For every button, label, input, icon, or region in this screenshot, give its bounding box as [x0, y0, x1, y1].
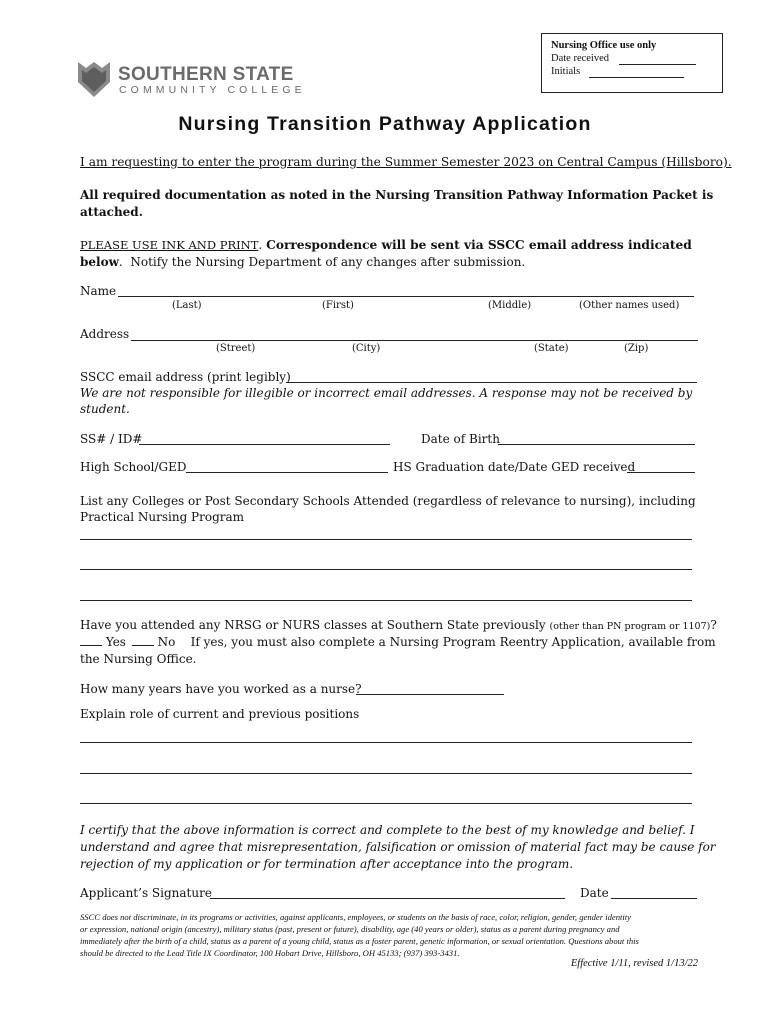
- explain-input-line-1[interactable]: [80, 742, 692, 743]
- address-input-line[interactable]: [131, 340, 698, 341]
- print-notice-caps: PLEASE USE INK AND PRINT: [80, 238, 259, 252]
- colleges-line2: Practical Nursing Program: [80, 510, 245, 524]
- certify-line1: I certify that the above information is correct and complete to the best of my knowledge and belief. I: [80, 823, 695, 837]
- documentation-line1: All required documentation as noted in the Nursing Transition Pathway Information Packet is: [80, 188, 714, 202]
- high-school-input-line[interactable]: [186, 472, 388, 473]
- nrsg-question-small: (other than PN program or 1107): [549, 621, 711, 632]
- no-label: No: [157, 635, 176, 649]
- email-input-line[interactable]: [286, 382, 697, 383]
- hs-grad-label: HS Graduation date/Date GED received: [393, 460, 636, 474]
- certify-line2: understand and agree that misrepresentation, falsification or omission of material fact may be cause for: [80, 840, 716, 854]
- revision-date: Effective 1/11, revised 1/13/22: [570, 958, 698, 969]
- print-notice-line1: PLEASE USE INK AND PRINT. Correspondence will be sent via SSCC email address indicated: [80, 238, 692, 252]
- legal-line4: should be directed to the Lead Title IX Coordinator, 100 Hobart Drive, Hillsboro, OH 45133; (937) 393-3431.: [80, 948, 460, 958]
- address-label: Address: [80, 327, 130, 341]
- print-notice-line2: below. Notify the Nursing Department of any changes after submission.: [80, 255, 526, 269]
- colleges-input-line-1[interactable]: [80, 539, 692, 540]
- email-note-line1: We are not responsible for illegible or incorrect email addresses. A response may not be received by: [80, 386, 693, 400]
- nondiscrimination-notice: [80, 911, 700, 959]
- signature-date-label: Date: [580, 886, 609, 900]
- years-nurse-input-line[interactable]: [356, 694, 504, 695]
- yes-blank[interactable]: [80, 634, 102, 646]
- name-label: Name: [80, 284, 117, 298]
- shield-logo-icon: [77, 60, 111, 98]
- address-state-caption: (State): [534, 343, 569, 354]
- years-nurse-label: How many years have you worked as a nurse?: [80, 682, 362, 696]
- name-input-line[interactable]: [118, 296, 694, 297]
- logo-name: SOUTHERN STATE: [118, 64, 294, 85]
- name-last-caption: (Last): [172, 300, 202, 311]
- signature-input-line[interactable]: [210, 898, 565, 899]
- nrsg-followup-line1: If yes, you must also complete a Nursing Program Reentry Application, available from: [190, 635, 716, 649]
- nrsg-question-end: ?: [710, 618, 717, 632]
- page-title: Nursing Transition Pathway Application: [178, 113, 592, 135]
- ss-id-input-line[interactable]: [139, 444, 390, 445]
- legal-line3: immediately after the birth of a child, status as a parent of a young child, status as a foster parent, genetic information, or sexual orientation. Questions about this: [80, 936, 639, 946]
- dob-label: Date of Birth: [421, 432, 500, 446]
- nrsg-question: [80, 617, 717, 635]
- name-other-caption: (Other names used): [579, 300, 680, 311]
- address-city-caption: (City): [352, 343, 381, 354]
- colleges-input-line-3[interactable]: [80, 600, 692, 601]
- date-received-line: [619, 64, 696, 65]
- office-use-box: [541, 33, 723, 93]
- print-notice-bold: Correspondence will be sent via SSCC email address indicated: [266, 238, 692, 252]
- ss-id-label: SS# / ID#: [80, 432, 143, 446]
- high-school-label: High School/GED: [80, 460, 187, 474]
- nrsg-answer-row: [80, 634, 716, 650]
- initials-line: [589, 77, 684, 78]
- yes-label: Yes: [105, 635, 126, 649]
- certify-line3: rejection of my application or for termination after acceptance into the program.: [80, 857, 574, 871]
- address-zip-caption: (Zip): [624, 343, 649, 354]
- nrsg-question-text: Have you attended any NRSG or NURS classes at Southern State previously: [80, 618, 546, 632]
- email-label: SSCC email address (print legibly): [80, 370, 291, 384]
- email-note-line2: student.: [80, 402, 130, 416]
- signature-date-input-line[interactable]: [611, 898, 697, 899]
- colleges-line1: List any Colleges or Post Secondary Schools Attended (regardless of relevance to nursing), including: [80, 494, 696, 508]
- explain-role-label: Explain role of current and previous positions: [80, 707, 360, 721]
- initials-label: Initials: [551, 66, 581, 77]
- date-received-label: Date received: [551, 53, 610, 64]
- name-middle-caption: (Middle): [488, 300, 532, 311]
- explain-input-line-2[interactable]: [80, 773, 692, 774]
- documentation-line2: attached.: [80, 205, 143, 219]
- hs-grad-input-line[interactable]: [627, 472, 695, 473]
- college-logo: [77, 60, 307, 100]
- nrsg-followup-line2: the Nursing Office.: [80, 652, 197, 666]
- request-statement: I am requesting to enter the program during the Summer Semester 2023 on Central Campus (Hillsboro).: [80, 155, 732, 169]
- address-street-caption: (Street): [216, 343, 256, 354]
- explain-input-line-3[interactable]: [80, 803, 692, 804]
- legal-line2: or expression, national origin (ancestry), military status (past, present or future), disability, age (40 years or older), status as a parent during pregnancy and: [80, 924, 620, 934]
- print-notice-rest: Notify the Nursing Department of any changes after submission.: [130, 255, 526, 269]
- signature-label: Applicant’s Signature: [80, 886, 212, 900]
- dob-input-line[interactable]: [498, 444, 695, 445]
- colleges-input-line-2[interactable]: [80, 569, 692, 570]
- legal-line1: SSCC does not discriminate, in its programs or activities, against applicants, employees, or students on the basis of race, color, religion, gender, gender identity: [80, 912, 631, 922]
- no-blank[interactable]: [132, 634, 154, 646]
- logo-subtitle: COMMUNITY COLLEGE: [119, 84, 306, 96]
- print-notice-below: below: [80, 255, 119, 269]
- office-use-heading: Nursing Office use only: [551, 40, 657, 51]
- name-first-caption: (First): [322, 300, 354, 311]
